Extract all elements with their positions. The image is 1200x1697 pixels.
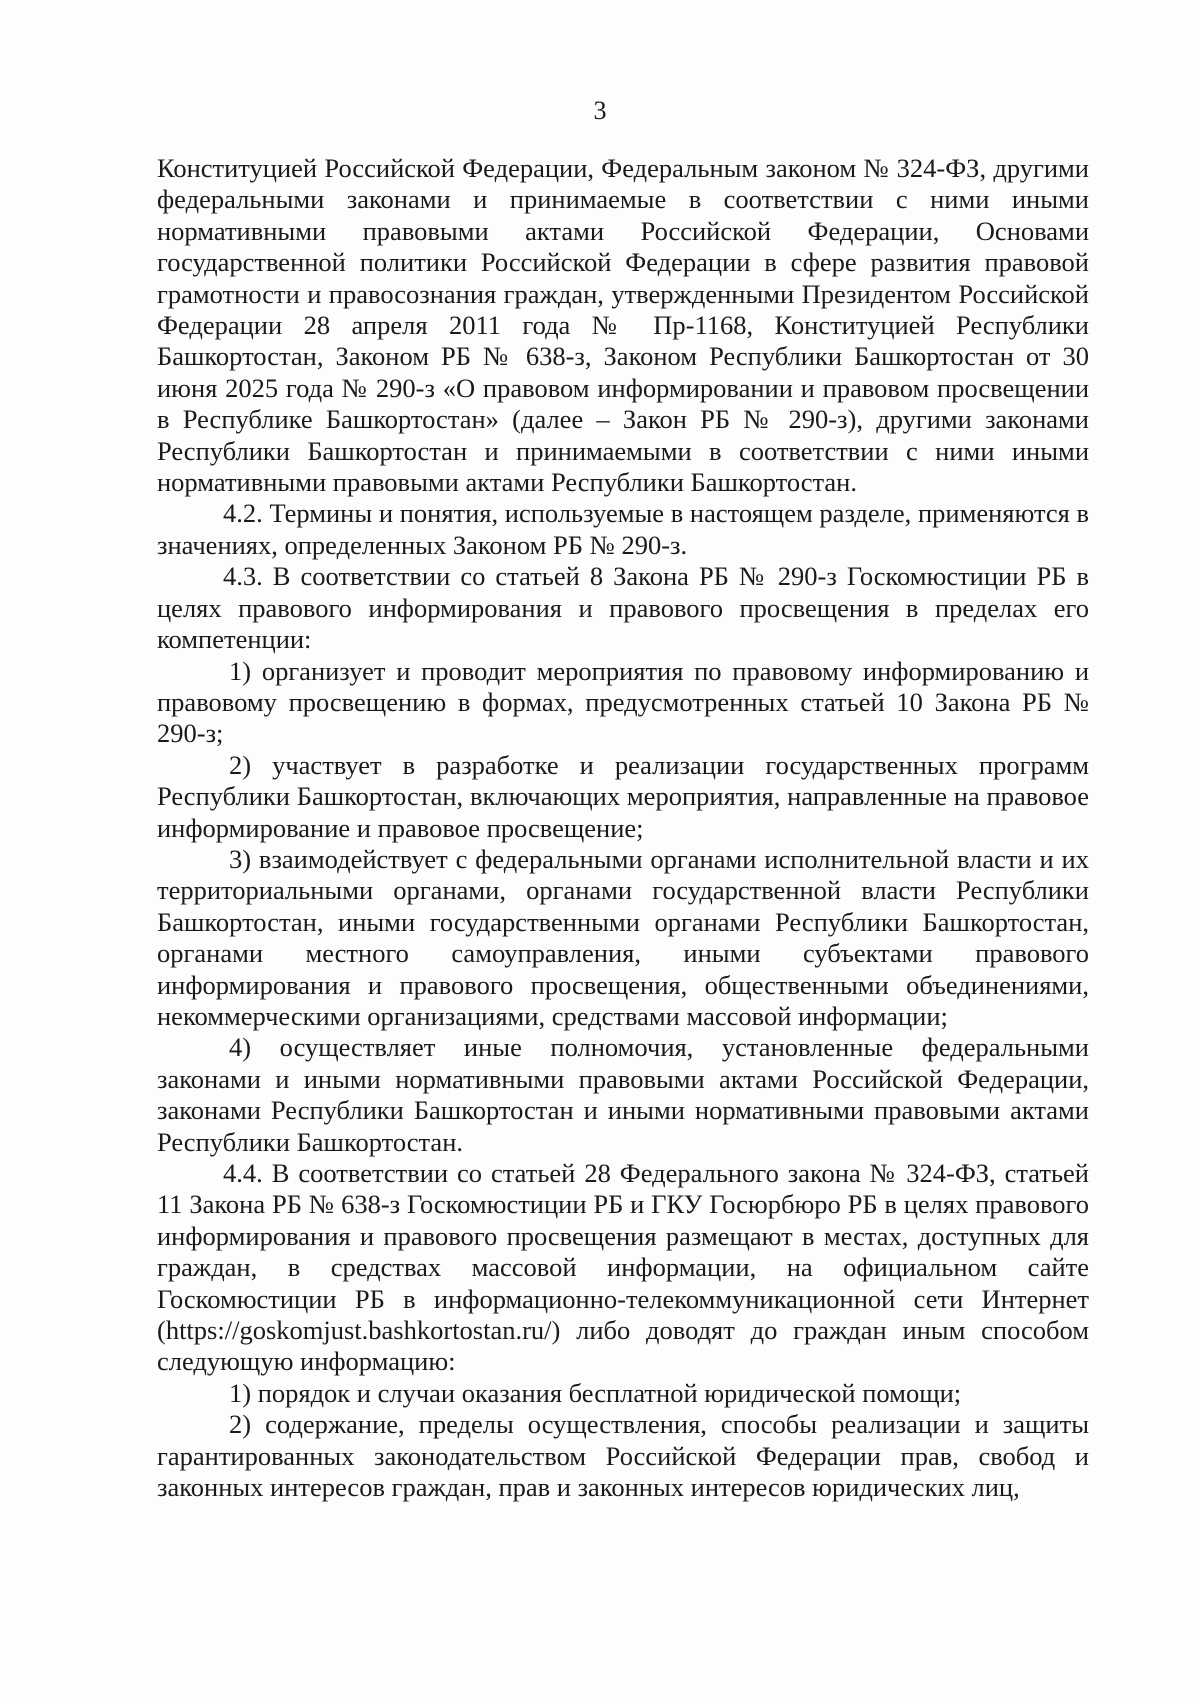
paragraph-4-3: 4.3. В соответствии со статьей 8 Закона РБ № 290-з Госкомюстиции РБ в целях правового информирования и правового просвещения в пределах его компетенции: xyxy=(157,561,1089,655)
list-item-4-3-2: 2) участвует в разработке и реализации государственных программ Республики Башкортостан, включающих мероприятия, направленные на правовое информирование и правовое просвещение; xyxy=(157,749,1089,843)
paragraph-4-4: 4.4. В соответствии со статьей 28 Федерального закона № 324-ФЗ, статьей 11 Закона РБ № 638-з Госкомюстиции РБ и ГКУ Госюрбюро РБ в целях правового информирования и правового просвещения размещают в местах, доступных для граждан, в средствах массовой информации, на официальном сайте Госкомюстиции РБ в информационно-телекоммуникационной сети Интернет (https://goskomjust.bashkortostan.ru/) либо доводят до граждан иным способом следующую информацию: xyxy=(157,1158,1089,1377)
page-number: 3 xyxy=(593,96,607,125)
list-item-4-3-3: 3) взаимодействует с федеральными органами исполнительной власти и их территориальными органами, органами государственной власти Республики Башкортостан, иными государственными органами Республики Башкортостан, органами местного самоуправления, иными субъектами правового информирования и правового просвещения, общественными объединениями, некоммерческими организациями, средствами массовой информации; xyxy=(157,843,1089,1031)
list-item-4-4-1: 1) порядок и случаи оказания бесплатной юридической помощи; xyxy=(229,1377,962,1408)
list-item-4-3-1: 1) организует и проводит мероприятия по правовому информированию и правовому просвещению в формах, предусмотренных статьей 10 Закона РБ № 290-з; xyxy=(157,655,1089,749)
document-body xyxy=(157,153,1089,1503)
list-item-4-4-2: 2) содержание, пределы осуществления, способы реализации и защиты гарантированных законодательством Российской Федерации прав, свобод и законных интересов граждан, прав и законных интересов юридических лиц, xyxy=(157,1409,1089,1503)
list-item-4-3-4: 4) осуществляет иные полномочия, установленные федеральными законами и иными нормативными правовыми актами Российской Федерации, законами Республики Башкортостан и иными нормативными правовыми актами Республики Башкортостан. xyxy=(157,1032,1089,1157)
paragraph-4-2: 4.2. Термины и понятия, используемые в настоящем разделе, применяются в значениях, определенных Законом РБ № 290-з. xyxy=(157,498,1089,560)
paragraph-intro: Конституцией Российской Федерации, Федеральным законом № 324-ФЗ, другими федеральными законами и принимаемые в соответствии с ними иными нормативными правовыми актами Российской Федерации, Основами государственной политики Российской Федерации в сфере развития правовой грамотности и правосознания граждан, утвержденными Президентом Российской Федерации 28 апреля 2011 года № Пр-1168, Конституцией Республики Башкортостан, Законом РБ № 638-з, Законом Республики Башкортостан от 30 июня 2025 года № 290-з «О правовом информировании и правовом просвещении в Республике Башкортостан» (далее – Закон РБ № 290-з), другими законами Республики Башкортостан и принимаемыми в соответствии с ними иными нормативными правовыми актами Республики Башкортостан. xyxy=(157,153,1089,498)
